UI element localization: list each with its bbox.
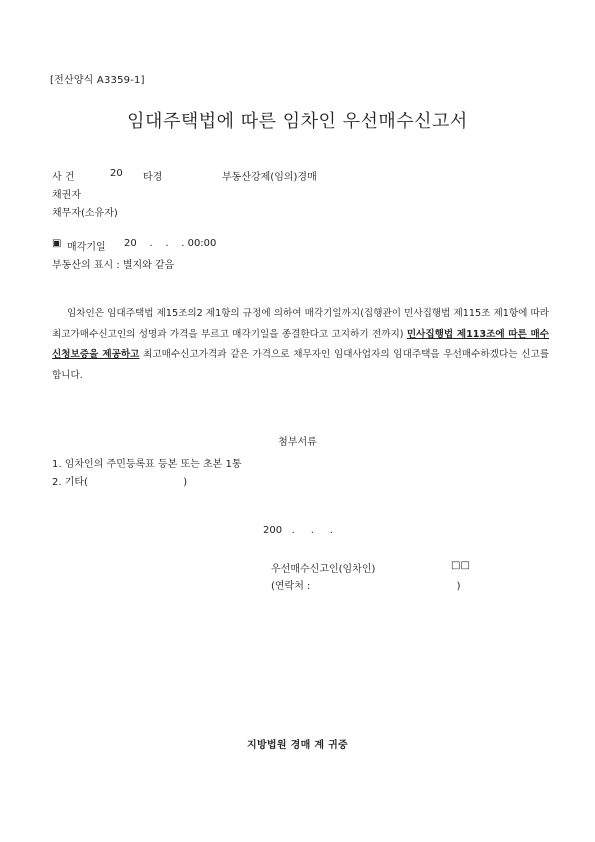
declaration-paragraph <box>52 304 549 386</box>
case-auction-type: 부동산강제(임의)경매 <box>222 172 317 183</box>
seal-placeholder: □□ <box>451 560 470 571</box>
declaration-text-part1: 임차인은 임대주택법 제15조의2 제1항의 규정에 의하여 매각기일까지(집행관이 민사집행법 제115조 제1항에 따라 최고가매수신고인의 성명과 가격을 부르고 매각기일을 종결한다고 고지하기 전까지) <box>52 308 549 340</box>
attachment-item-2: 2. 기타( ) <box>52 477 188 488</box>
auction-date-value: 20 . . . 00:00 <box>124 238 217 249</box>
auction-date-bullet-icon: ▣ <box>52 238 62 249</box>
case-type: 타경 <box>143 172 163 183</box>
case-label: 사 건 <box>52 172 75 183</box>
form-code: [전산양식 A3359-1] <box>50 75 145 86</box>
declaration-text-part2: 최고매수신고가격과 같은 가격으로 채무자인 임대사업자의 임대주택을 우선매수하겠다는 신고를 합니다. <box>52 349 549 381</box>
creditor-label: 채권자 <box>52 190 81 201</box>
property-display: 부동산의 표시 : 별지와 같음 <box>52 260 175 271</box>
signer-label: 우선매수신고인(임차인) <box>271 564 376 575</box>
date-line: 200 . . . <box>263 525 333 536</box>
signer-contact: (연락처 : ) <box>271 581 461 592</box>
debtor-label: 채무자(소유자) <box>52 208 118 219</box>
attachment-item-1: 1. 임차인의 주민등록표 등본 또는 초본 1통 <box>52 459 242 470</box>
document-title: 임대주택법에 따른 임차인 우선매수신고서 <box>127 111 468 132</box>
attachments-heading: 첨부서류 <box>278 437 317 448</box>
case-year: 20 <box>110 168 123 179</box>
court-addressee: 지방법원 경매 계 귀중 <box>247 740 348 751</box>
auction-date-label: 매각기일 <box>67 242 106 253</box>
declaration-emphasis: 민사집행법 제113조에 따른 매수신청보증을 제공하고 <box>52 328 549 360</box>
